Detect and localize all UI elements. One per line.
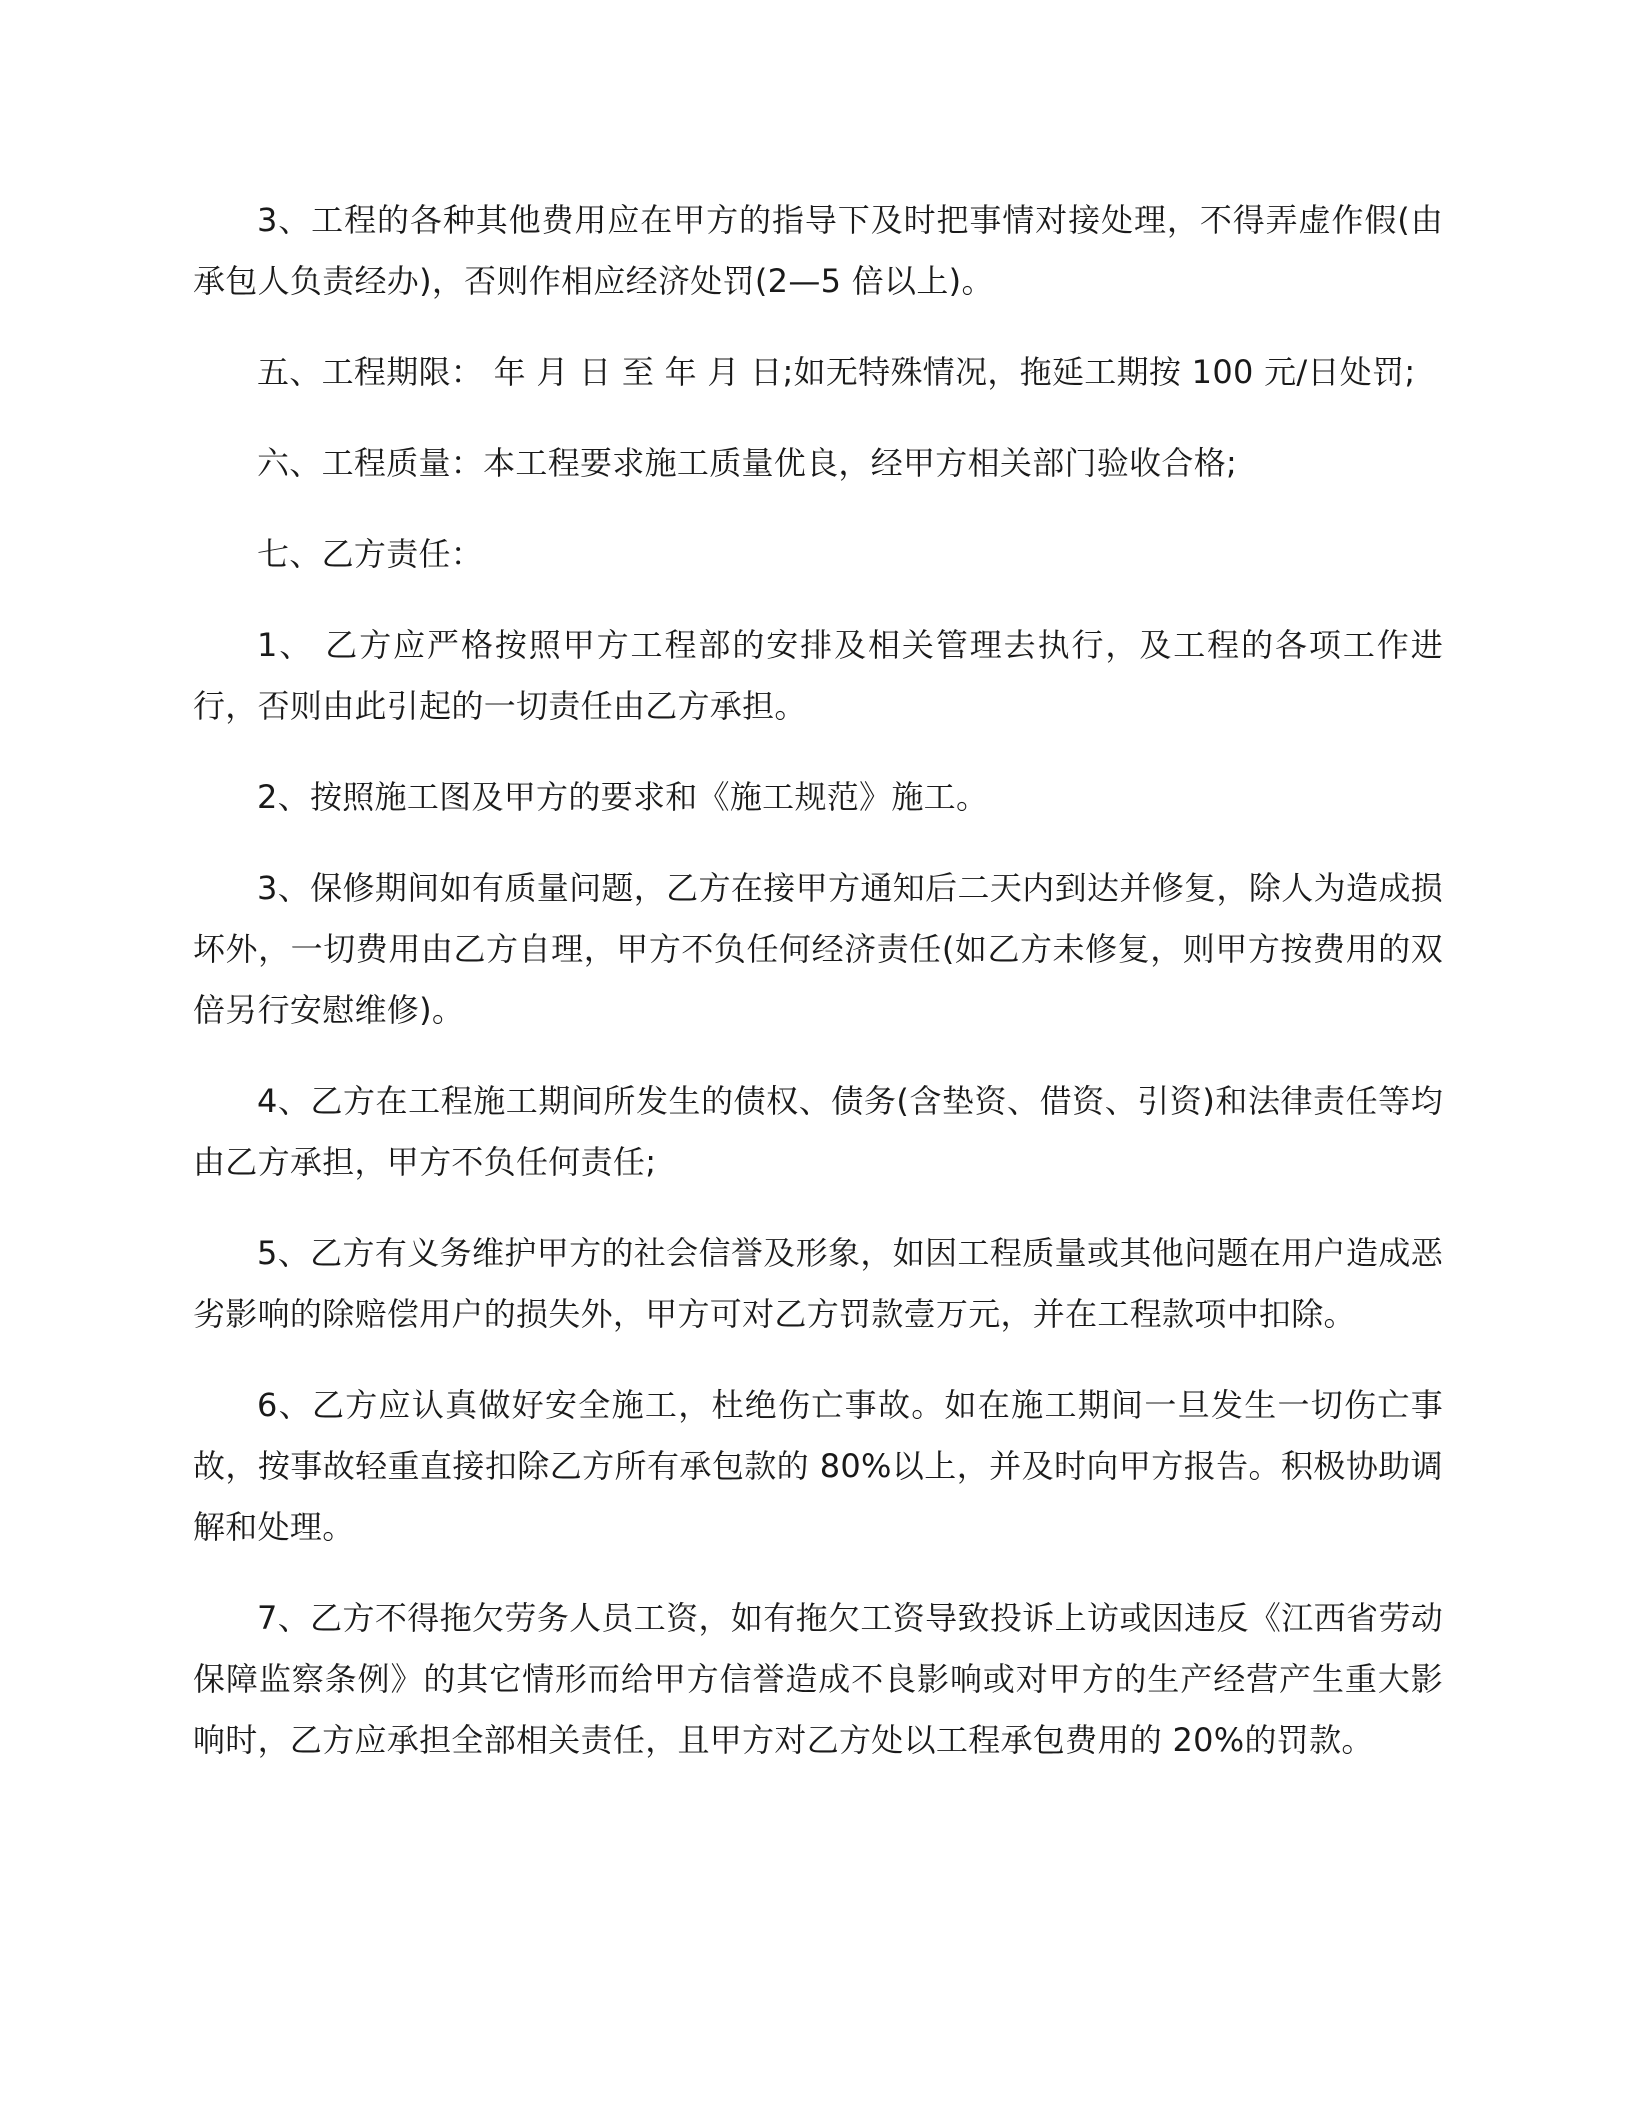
clause-b-4: 4、乙方在工程施工期间所发生的债权、债务(含垫资、借资、引资)和法律责任等均由乙方承担，甲方不负任何责任; bbox=[193, 1082, 1443, 1181]
section-schedule: 五、工程期限： 年 月 日 至 年 月 日;如无特殊情况，拖延工期按 100 元/日处罚; bbox=[257, 353, 1416, 391]
section-quality: 六、工程质量：本工程要求施工质量优良，经甲方相关部门验收合格; bbox=[257, 444, 1238, 482]
clause-b-1: 1、 乙方应严格按照甲方工程部的安排及相关管理去执行，及工程的各项工作进行，否则由此引起的一切责任由乙方承担。 bbox=[193, 626, 1443, 725]
clause-b-5: 5、乙方有义务维护甲方的社会信誉及形象，如因工程质量或其他问题在用户造成恶劣影响的除赔偿用户的损失外，甲方可对乙方罚款壹万元，并在工程款项中扣除。 bbox=[193, 1234, 1443, 1333]
document-body bbox=[193, 190, 1443, 1771]
clause-b-2: 2、按照施工图及甲方的要求和《施工规范》施工。 bbox=[257, 778, 989, 816]
clause-b-7: 7、乙方不得拖欠劳务人员工资，如有拖欠工资导致投诉上访或因违反《江西省劳动保障监察条例》的其它情形而给甲方信誉造成不良影响或对甲方的生产经营产生重大影响时，乙方应承担全部相关责任，且甲方对乙方处以工程承包费用的 20%的罚款。 bbox=[193, 1599, 1443, 1759]
clause-fees: 3、工程的各种其他费用应在甲方的指导下及时把事情对接处理，不得弄虚作假(由承包人负责经办)，否则作相应经济处罚(2—5 倍以上)。 bbox=[193, 201, 1443, 300]
clause-b-6: 6、乙方应认真做好安全施工，杜绝伤亡事故。如在施工期间一旦发生一切伤亡事故，按事故轻重直接扣除乙方所有承包款的 80%以上，并及时向甲方报告。积极协助调解和处理。 bbox=[193, 1386, 1443, 1546]
section-party-b-responsibility: 七、乙方责任： bbox=[257, 535, 484, 573]
clause-b-3: 3、保修期间如有质量问题，乙方在接甲方通知后二天内到达并修复，除人为造成损坏外，一切费用由乙方自理，甲方不负任何经济责任(如乙方未修复，则甲方按费用的双倍另行安慰维修)。 bbox=[193, 869, 1443, 1029]
